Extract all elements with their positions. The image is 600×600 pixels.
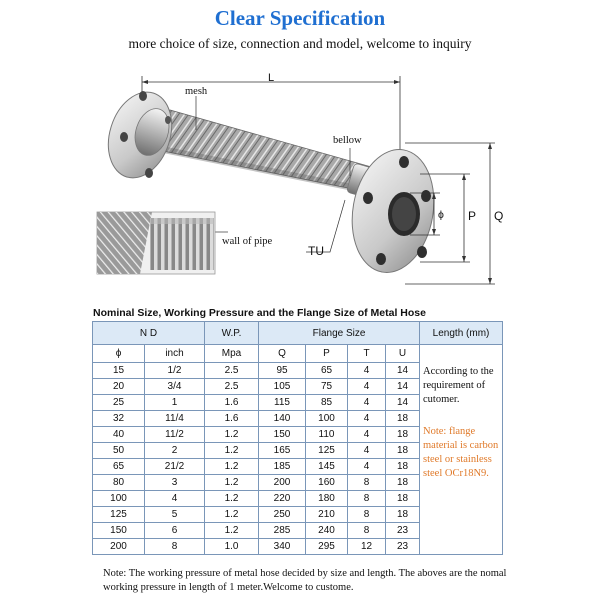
wall-of-pipe-label: wall of pipe bbox=[222, 236, 273, 247]
q-label: Q bbox=[494, 209, 504, 223]
table-cell: 115 bbox=[259, 395, 306, 411]
table-cell: 11/2 bbox=[145, 427, 205, 443]
table-cell: 4 bbox=[348, 443, 386, 459]
table-cell: 2.5 bbox=[205, 379, 259, 395]
table-cell: 8 bbox=[348, 523, 386, 539]
table-cell: 85 bbox=[306, 395, 348, 411]
table-cell: 8 bbox=[145, 539, 205, 555]
table-cell: 18 bbox=[386, 459, 420, 475]
subheader-u: U bbox=[386, 345, 420, 363]
table-cell: 6 bbox=[145, 523, 205, 539]
table-cell: 1.2 bbox=[205, 475, 259, 491]
header-flange: Flange Size bbox=[259, 322, 420, 345]
mesh-label: mesh bbox=[185, 86, 208, 97]
table-cell: 18 bbox=[386, 491, 420, 507]
phi-label: ϕ bbox=[438, 209, 444, 221]
table-cell: 4 bbox=[348, 379, 386, 395]
table-cell: 11/4 bbox=[145, 411, 205, 427]
table-cell: 75 bbox=[306, 379, 348, 395]
table-cell: 3/4 bbox=[145, 379, 205, 395]
table-cell: 20 bbox=[93, 379, 145, 395]
table-cell: 1.2 bbox=[205, 459, 259, 475]
table-cell: 150 bbox=[259, 427, 306, 443]
table-cell: 23 bbox=[386, 523, 420, 539]
table-cell: 2 bbox=[145, 443, 205, 459]
table-cell: 18 bbox=[386, 411, 420, 427]
page-title: Clear Specification bbox=[214, 6, 386, 30]
length-label: L bbox=[268, 72, 275, 84]
table-cell: 1.0 bbox=[205, 539, 259, 555]
table-cell: 125 bbox=[306, 443, 348, 459]
subheader-mpa: Mpa bbox=[205, 345, 259, 363]
table-cell: 1.6 bbox=[205, 411, 259, 427]
table-cell: 12 bbox=[348, 539, 386, 555]
table-cell: 4 bbox=[348, 363, 386, 379]
table-cell: 23 bbox=[386, 539, 420, 555]
page-subtitle: more choice of size, connection and model, welcome to inquiry bbox=[128, 36, 472, 51]
table-title: Nominal Size, Working Pressure and the Flange Size of Metal Hose bbox=[93, 307, 426, 319]
table-cell: 18 bbox=[386, 475, 420, 491]
table-cell: 200 bbox=[259, 475, 306, 491]
hose-body bbox=[158, 110, 375, 194]
table-cell: 14 bbox=[386, 395, 420, 411]
table-cell: 1.2 bbox=[205, 491, 259, 507]
table-cell: 5 bbox=[145, 507, 205, 523]
table-cell: 8 bbox=[348, 475, 386, 491]
subheader-p: P bbox=[306, 345, 348, 363]
table-cell: 1.6 bbox=[205, 395, 259, 411]
table-cell: 18 bbox=[386, 427, 420, 443]
table-cell: 4 bbox=[348, 427, 386, 443]
table-cell: 14 bbox=[386, 363, 420, 379]
table-cell: 285 bbox=[259, 523, 306, 539]
table-cell: 65 bbox=[306, 363, 348, 379]
header-nd: N D bbox=[93, 322, 205, 345]
left-flange bbox=[98, 84, 182, 186]
table-cell: 160 bbox=[306, 475, 348, 491]
tu-label: TU bbox=[308, 244, 324, 258]
table-cell: 21/2 bbox=[145, 459, 205, 475]
table-cell: 1.2 bbox=[205, 443, 259, 459]
table-cell: 100 bbox=[306, 411, 348, 427]
table-cell: 105 bbox=[259, 379, 306, 395]
table-cell: 110 bbox=[306, 427, 348, 443]
table-cell: 165 bbox=[259, 443, 306, 459]
metal-hose-diagram bbox=[0, 60, 600, 300]
spec-table bbox=[92, 321, 503, 555]
subheader-t: T bbox=[348, 345, 386, 363]
table-cell: 18 bbox=[386, 507, 420, 523]
table-cell: 2.5 bbox=[205, 363, 259, 379]
table-cell: 15 bbox=[93, 363, 145, 379]
subheader-inch: inch bbox=[145, 345, 205, 363]
table-cell: 340 bbox=[259, 539, 306, 555]
table-cell: 145 bbox=[306, 459, 348, 475]
table-cell: 100 bbox=[93, 491, 145, 507]
footnote: Note: The working pressure of metal hose decided by size and length. The aboves are the nomal working pressure in length of 1 meter.Welcome to custome. bbox=[103, 568, 507, 593]
table-cell: 1 bbox=[145, 395, 205, 411]
bellow-label: bellow bbox=[333, 135, 362, 146]
table-cell: 125 bbox=[93, 507, 145, 523]
subheader-q: Q bbox=[259, 345, 306, 363]
table-cell: 4 bbox=[145, 491, 205, 507]
table-cell: 32 bbox=[93, 411, 145, 427]
length-note: According to the requirement of cutomer. bbox=[423, 366, 494, 405]
table-cell: 1.2 bbox=[205, 523, 259, 539]
table-cell: 3 bbox=[145, 475, 205, 491]
table-cell: 80 bbox=[93, 475, 145, 491]
table-cell: 18 bbox=[386, 443, 420, 459]
table-cell: 210 bbox=[306, 507, 348, 523]
table-cell: 40 bbox=[93, 427, 145, 443]
table-cell: 50 bbox=[93, 443, 145, 459]
table-cell: 1.2 bbox=[205, 427, 259, 443]
p-label: P bbox=[468, 209, 477, 223]
table-cell: 1.2 bbox=[205, 507, 259, 523]
wall-of-pipe-inset bbox=[97, 212, 215, 274]
table-cell: 295 bbox=[306, 539, 348, 555]
table-cell: 200 bbox=[93, 539, 145, 555]
table-cell: 8 bbox=[348, 507, 386, 523]
table-cell: 180 bbox=[306, 491, 348, 507]
table-cell: 8 bbox=[348, 491, 386, 507]
table-cell: 1/2 bbox=[145, 363, 205, 379]
table-cell: 220 bbox=[259, 491, 306, 507]
table-cell: 150 bbox=[93, 523, 145, 539]
table-cell: 185 bbox=[259, 459, 306, 475]
length-note-cell bbox=[420, 345, 503, 555]
table-cell: 14 bbox=[386, 379, 420, 395]
table-cell: 250 bbox=[259, 507, 306, 523]
table-cell: 4 bbox=[348, 411, 386, 427]
material-note: Note: flange material is carbon steel or stainless steel OCr18N9. bbox=[423, 426, 499, 479]
table-cell: 4 bbox=[348, 459, 386, 475]
table-cell: 95 bbox=[259, 363, 306, 379]
table-cell: 65 bbox=[93, 459, 145, 475]
table-cell: 140 bbox=[259, 411, 306, 427]
table-cell: 4 bbox=[348, 395, 386, 411]
header-length: Length (mm) bbox=[420, 322, 503, 345]
table-cell: 25 bbox=[93, 395, 145, 411]
header-wp: W.P. bbox=[205, 322, 259, 345]
table-cell: 240 bbox=[306, 523, 348, 539]
subheader-phi: ϕ bbox=[93, 345, 145, 363]
